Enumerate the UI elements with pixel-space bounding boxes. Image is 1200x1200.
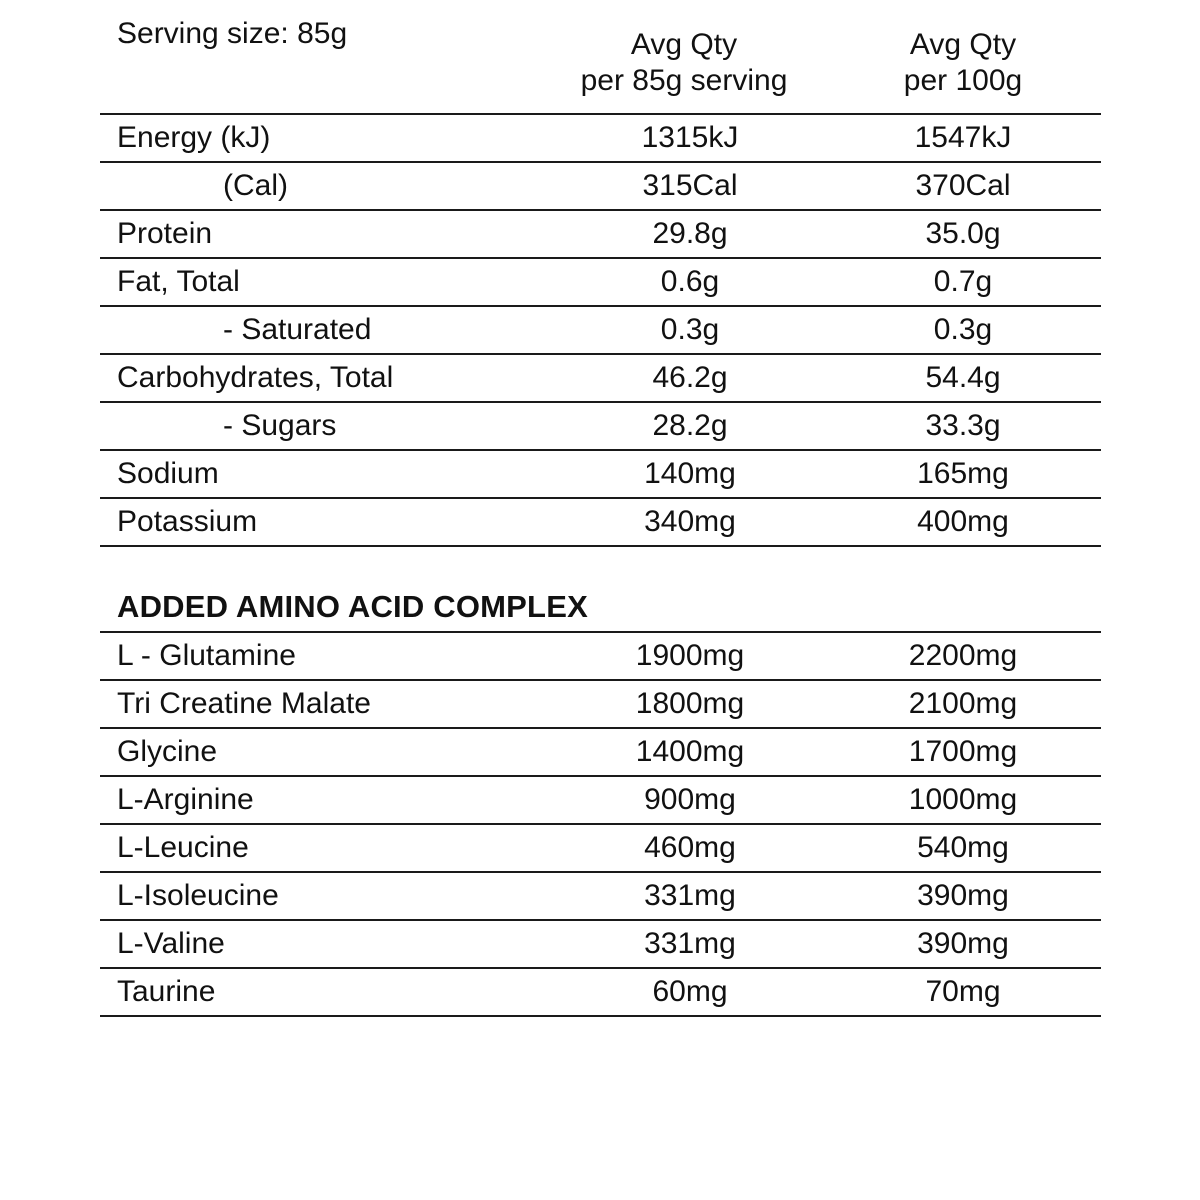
table-header — [100, 0, 1101, 115]
table-row — [100, 729, 1101, 777]
per-serving-value: 1900mg — [635, 639, 745, 672]
per-serving-value: 60mg — [652, 975, 728, 1008]
table-row — [100, 969, 1101, 1017]
per-100g-value: 0.3g — [933, 313, 993, 346]
table-row — [100, 451, 1101, 499]
per-100g-value: 165mg — [917, 457, 1009, 490]
per-serving-value: 460mg — [644, 831, 736, 864]
per-serving-value: 1315kJ — [641, 121, 739, 154]
table-row — [100, 921, 1101, 969]
column-header-line: per 85g serving — [580, 64, 788, 97]
per-100g-value: 1000mg — [908, 783, 1018, 816]
table-row — [100, 825, 1101, 873]
amino-name: L-Isoleucine — [117, 879, 279, 912]
table-row — [100, 259, 1101, 307]
nutrient-name: (Cal) — [223, 169, 288, 202]
table-row — [100, 115, 1101, 163]
per-serving-value: 331mg — [644, 927, 736, 960]
nutrient-name: - Saturated — [223, 313, 372, 346]
table-row — [100, 777, 1101, 825]
per-100g-value: 0.7g — [933, 265, 993, 298]
per-100g-value: 370Cal — [915, 169, 1011, 202]
per-serving-value: 46.2g — [652, 361, 728, 394]
per-100g-value: 33.3g — [925, 409, 1001, 442]
amino-name: Glycine — [117, 735, 218, 768]
per-serving-value: 1800mg — [635, 687, 745, 720]
per-100g-value: 1700mg — [908, 735, 1018, 768]
per-100g-value: 400mg — [917, 505, 1009, 538]
serving-size: Serving size: 85g — [117, 17, 348, 50]
nutrition-panel — [100, 0, 1101, 1017]
per-serving-value: 900mg — [644, 783, 736, 816]
nutrient-name: Energy (kJ) — [117, 121, 271, 154]
per-serving-value: 0.6g — [660, 265, 720, 298]
amino-name: Taurine — [117, 975, 216, 1008]
per-100g-value: 390mg — [917, 879, 1009, 912]
column-header-line: per 100g — [903, 64, 1023, 97]
column-header-per-100g — [813, 27, 1113, 99]
column-header-line: Avg Qty — [630, 28, 738, 61]
per-100g-value: 390mg — [917, 927, 1009, 960]
per-serving-value: 1400mg — [635, 735, 745, 768]
amino-name: L-Leucine — [117, 831, 249, 864]
per-serving-value: 340mg — [644, 505, 736, 538]
amino-section-header — [100, 547, 1101, 633]
table-row — [100, 403, 1101, 451]
nutrient-name: Protein — [117, 217, 213, 250]
table-row — [100, 499, 1101, 547]
nutrient-name: - Sugars — [223, 409, 337, 442]
section-title: ADDED AMINO ACID COMPLEX — [117, 589, 588, 624]
per-serving-value: 140mg — [644, 457, 736, 490]
column-header-line: Avg Qty — [909, 28, 1017, 61]
per-serving-value: 29.8g — [652, 217, 728, 250]
amino-name: L-Arginine — [117, 783, 254, 816]
per-serving-value: 0.3g — [660, 313, 720, 346]
nutrient-name: Sodium — [117, 457, 219, 490]
nutrient-name: Fat, Total — [117, 265, 240, 298]
per-100g-value: 54.4g — [925, 361, 1001, 394]
per-100g-value: 2200mg — [908, 639, 1018, 672]
nutrient-name: Carbohydrates, Total — [117, 361, 394, 394]
table-row — [100, 307, 1101, 355]
amino-name: Tri Creatine Malate — [117, 687, 371, 720]
table-row — [100, 633, 1101, 681]
per-serving-value: 28.2g — [652, 409, 728, 442]
table-row — [100, 873, 1101, 921]
table-row — [100, 211, 1101, 259]
per-100g-value: 1547kJ — [914, 121, 1012, 154]
amino-name: L - Glutamine — [117, 639, 296, 672]
per-100g-value: 35.0g — [925, 217, 1001, 250]
column-header-per-serving — [534, 27, 834, 99]
per-serving-value: 331mg — [644, 879, 736, 912]
per-serving-value: 315Cal — [642, 169, 738, 202]
amino-name: L-Valine — [117, 927, 225, 960]
per-100g-value: 70mg — [925, 975, 1001, 1008]
per-100g-value: 2100mg — [908, 687, 1018, 720]
table-row — [100, 681, 1101, 729]
table-row — [100, 355, 1101, 403]
per-100g-value: 540mg — [917, 831, 1009, 864]
nutrient-name: Potassium — [117, 505, 258, 538]
table-row — [100, 163, 1101, 211]
